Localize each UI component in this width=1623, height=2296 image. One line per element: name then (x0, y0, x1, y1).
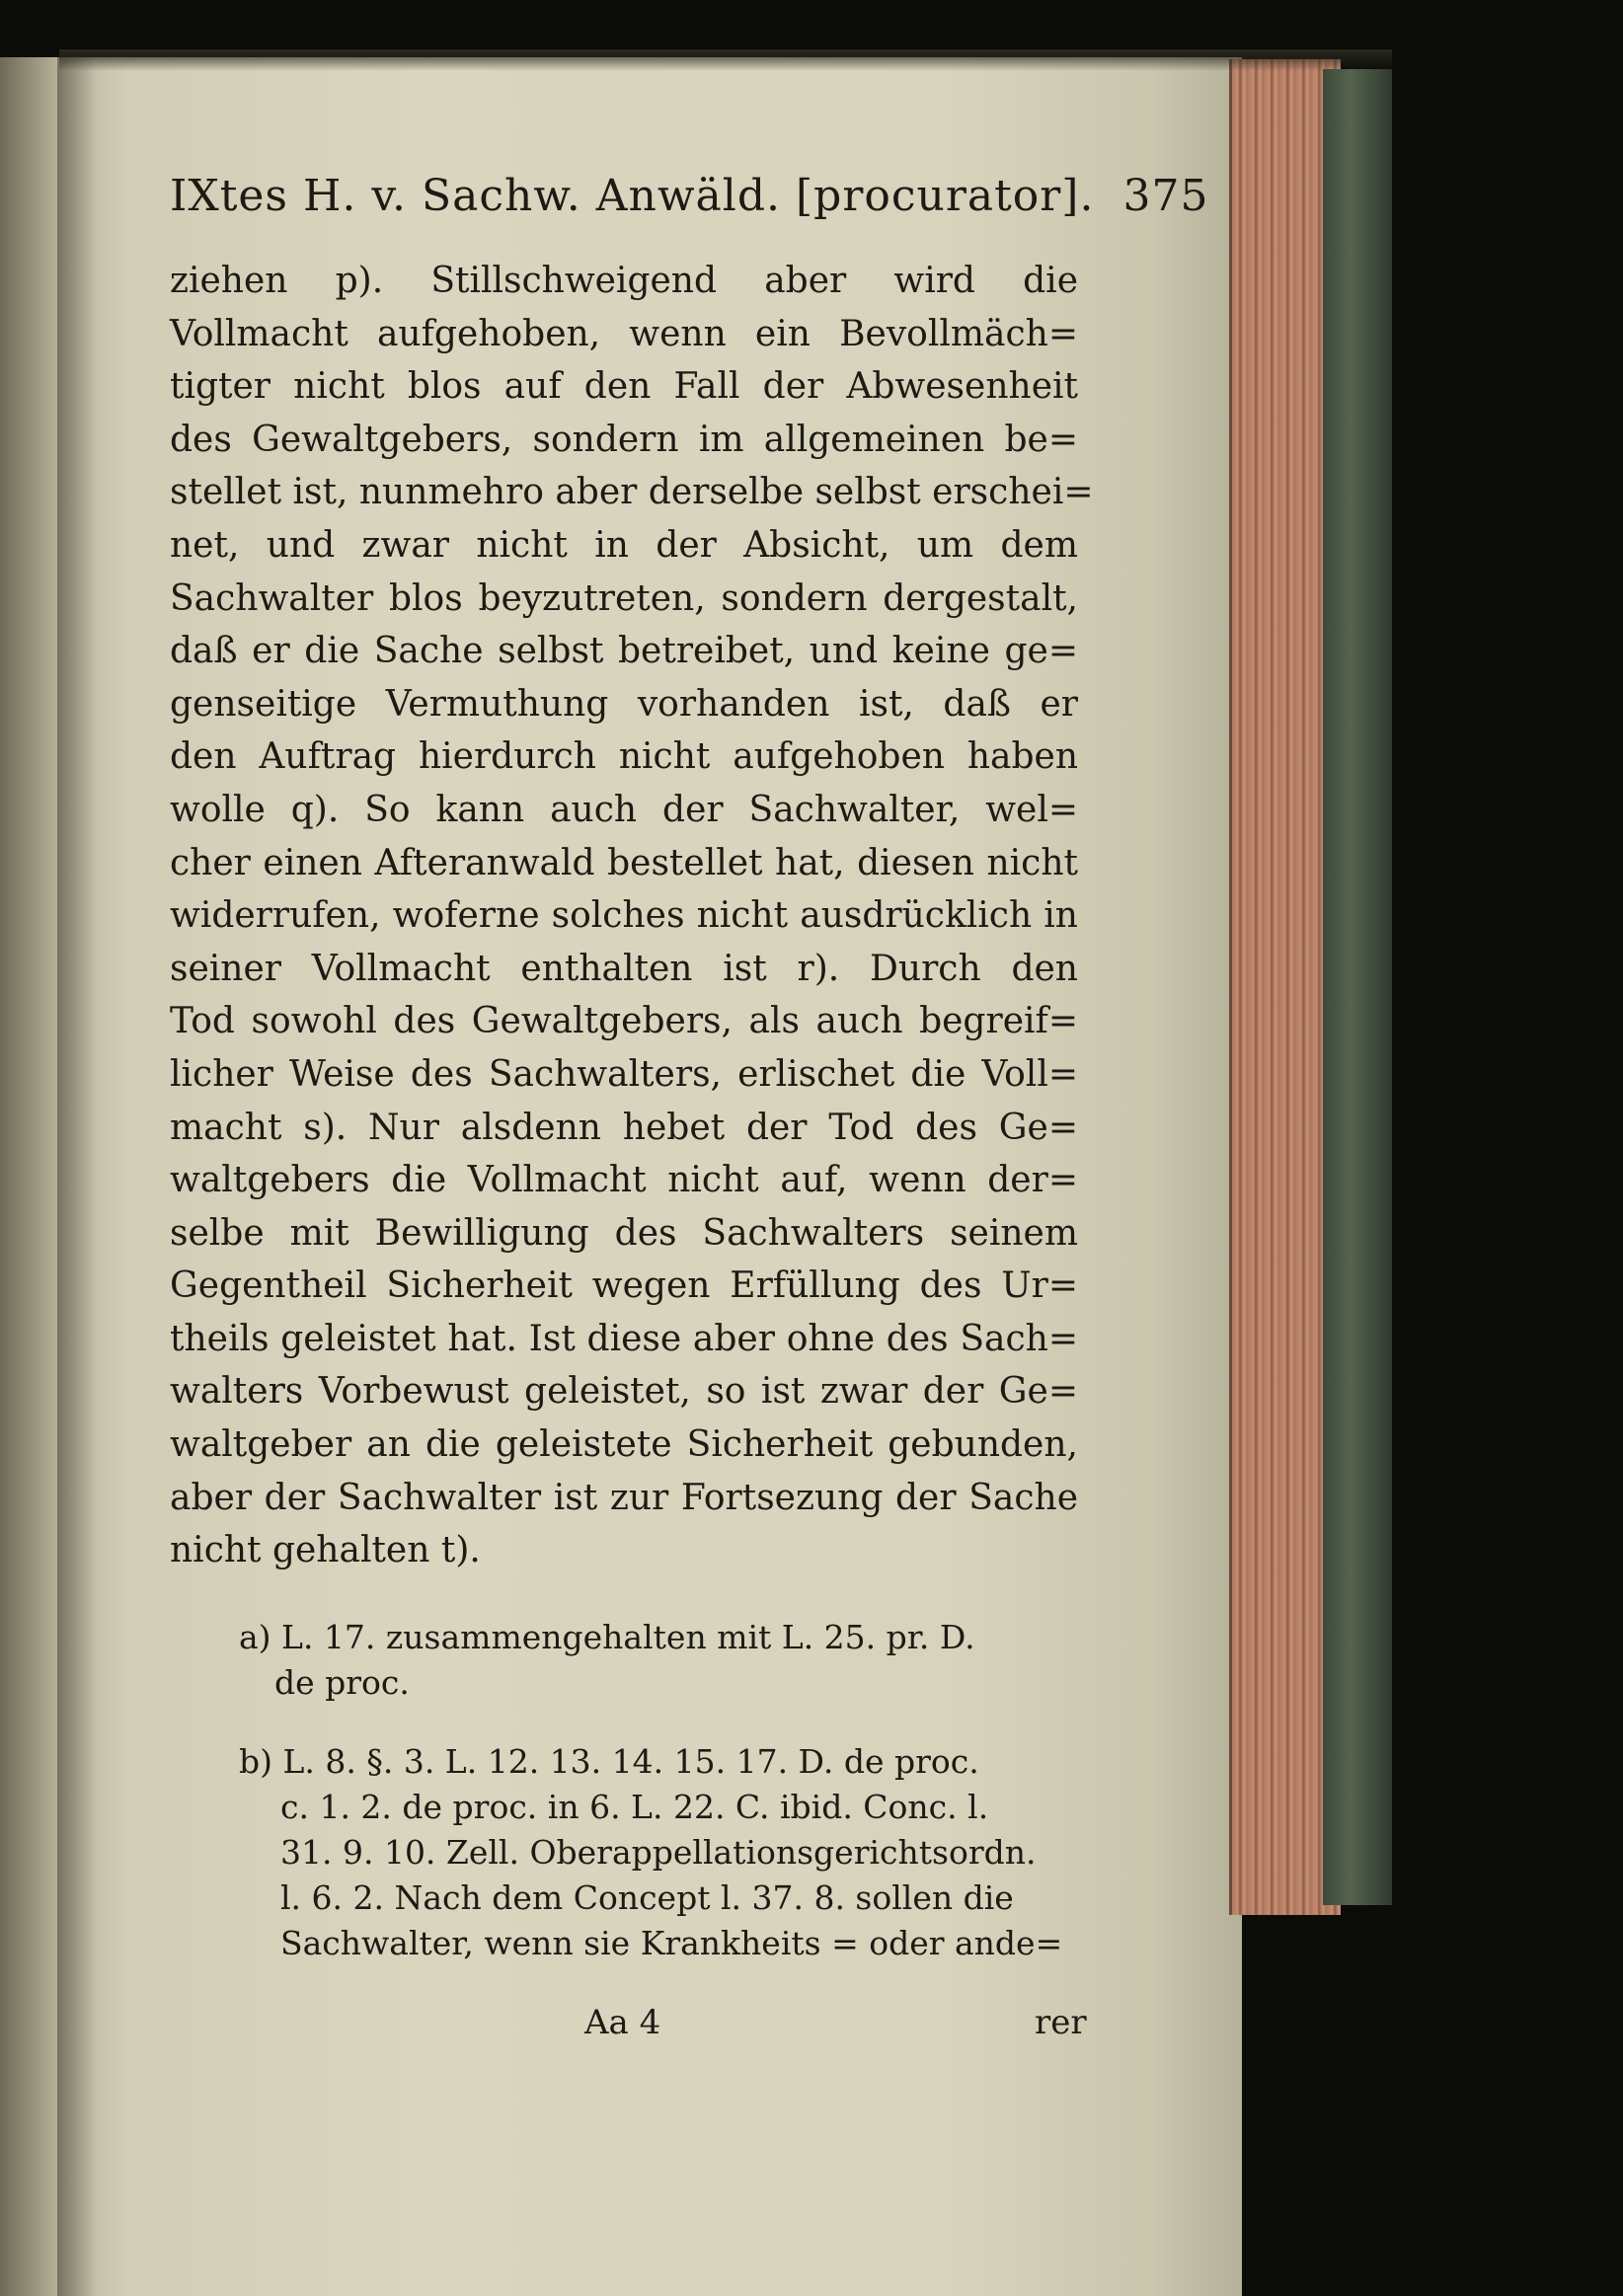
book-cover-edge (1323, 69, 1392, 1905)
body-line: waltgeber an die geleistete Sicherheit gebunden, (170, 1424, 1078, 1466)
footnote-line: de proc. (274, 1662, 410, 1702)
page-number: 375 (1122, 171, 1209, 221)
body-line: nicht gehalten t). (170, 1530, 481, 1571)
body-line: wolle q). So kann auch der Sachwalter, wel= (170, 789, 1078, 830)
header-abbreviation: H. v. Sachw. Anwäld. (303, 171, 781, 221)
body-line: licher Weise des Sachwalters, erlischet die Voll= (170, 1053, 1078, 1095)
body-line: daß er die Sache selbst betreibet, und keine ge= (170, 631, 1078, 672)
body-paragraph (170, 255, 1094, 1577)
body-line: aber der Sachwalter ist zur Fortsezung der Sache (170, 1477, 1078, 1518)
footnote-line: 31. 9. 10. Zell. Oberappellationsgerichtsordn. (280, 1832, 1037, 1872)
body-line: walters Vorbewust geleistet, so ist zwar der Ge= (170, 1371, 1078, 1413)
signature-mark: Aa 4 (584, 2002, 661, 2042)
body-line: widerrufen, woferne solches nicht ausdrücklich in (170, 895, 1078, 937)
left-page-edge (0, 57, 59, 2296)
footnote-line: l. 6. 2. Nach dem Concept l. 37. 8. sollen die (280, 1877, 1014, 1917)
body-line: Tod sowohl des Gewaltgebers, als auch begreif= (170, 1001, 1078, 1042)
body-line: den Auftrag hierdurch nicht aufgehoben haben (170, 736, 1078, 778)
footnote-line: b) L. 8. §. 3. L. 12. 13. 14. 15. 17. D. de proc. (239, 1741, 979, 1781)
body-line: waltgebers die Vollmacht nicht auf, wenn der= (170, 1160, 1078, 1201)
page-text (170, 168, 1209, 2045)
body-line: ziehen p). Stillschweigend aber wird die (170, 261, 1078, 301)
page-footer (170, 2000, 1087, 2045)
footnotes (170, 1615, 1078, 1966)
footnote-line: Sachwalter, wenn sie Krankheits = oder ande= (280, 1923, 1063, 1962)
body-line: seiner Vollmacht enthalten ist r). Durch den (170, 948, 1078, 989)
body-line: tigter nicht blos auf den Fall der Abwesenheit (170, 366, 1078, 408)
body-line: theils geleistet hat. Ist diese aber ohne des Sach= (170, 1318, 1078, 1359)
top-edge-shadow (59, 49, 1392, 71)
body-line: cher einen Afteranwald bestellet hat, diesen nicht (170, 842, 1078, 883)
header-bracket: [procurator]. (795, 171, 1095, 221)
footnote-b (170, 1739, 1078, 1966)
footnote-line: a) L. 17. zusammengehalten mit L. 25. pr. D. (239, 1617, 975, 1656)
footnote-a (170, 1615, 1078, 1706)
body-line: Vollmacht aufgehoben, wenn ein Bevollmäch= (170, 313, 1078, 354)
body-line: Gegentheil Sicherheit wegen Erfüllung des Ur= (170, 1265, 1078, 1307)
body-line: des Gewaltgebers, sondern im allgemeinen be= (170, 419, 1078, 460)
page-gutter-shadow (57, 57, 97, 2296)
body-line: Sachwalter blos beyzutreten, sondern dergestalt, (170, 577, 1078, 619)
header-section: IXtes (170, 171, 289, 221)
catchword: rer (1035, 2002, 1087, 2042)
body-line: genseitige Vermuthung vorhanden ist, daß er (170, 683, 1078, 725)
body-line: net, und zwar nicht in der Absicht, um dem (170, 524, 1078, 566)
body-line: stellet ist, nunmehro aber derselbe selbst erschei= (170, 472, 1094, 513)
body-line: macht s). Nur alsdenn hebet der Tod des Ge= (170, 1107, 1078, 1148)
footnote-line: c. 1. 2. de proc. in 6. L. 22. C. ibid. Conc. l. (280, 1787, 989, 1826)
running-header (170, 168, 1209, 225)
body-line: selbe mit Bewilligung des Sachwalters seinem (170, 1212, 1078, 1254)
